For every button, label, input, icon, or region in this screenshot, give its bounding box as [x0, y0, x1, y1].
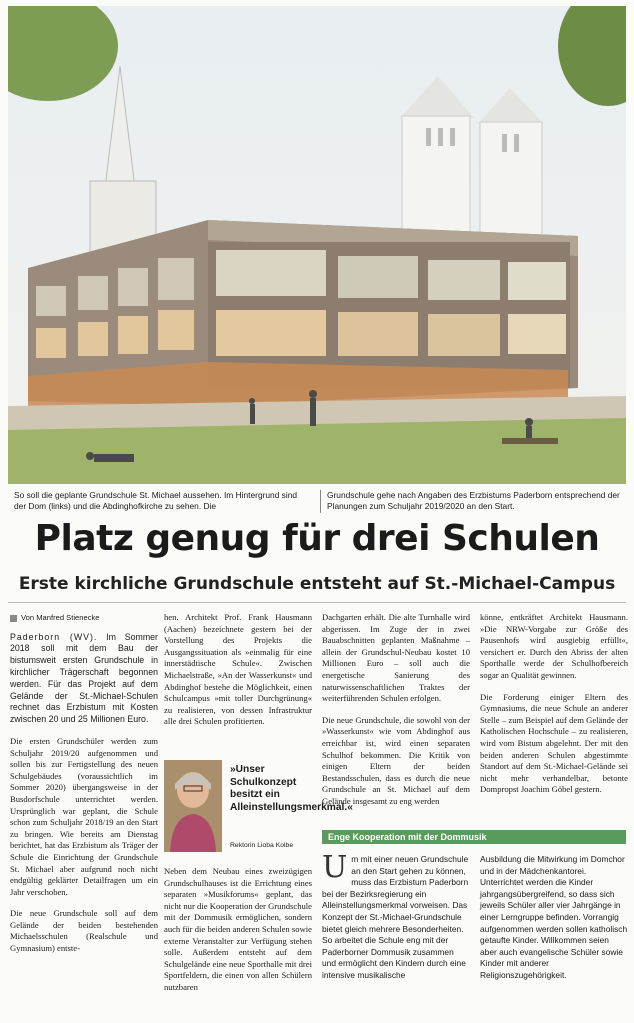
quote-text: »Unser Schulkonzept besitzt ein Alleinstellungsmerkmal.« — [230, 764, 353, 813]
lead-text: Im Sommer 2018 soll mit dem Bau der bistumsweit ersten Grundschule in kirchlicher Trägerschaft begonnen werden. Für das Projekt auf dem Gelände der St.-Michael-Schulen rechnet das Erzbistum mit Kosten zwischen 20 und 25 Millionen Euro. — [10, 631, 158, 725]
article-photo — [8, 6, 626, 484]
paragraph: könne, entkräftet Architekt Hausmann. »Die NRW-Vorgabe zur Größe des Pausenhofs wird ausgiebig erfüllt«, versichert er. Durch den Abriss der alten Sporthalle werde der Schulhofbereich sogar an Qualität gewinnen. — [480, 612, 628, 680]
lead-paragraph — [10, 632, 158, 726]
portrait-photo — [164, 760, 222, 852]
paragraph: Neben dem Neubau eines zweizügigen Grundschulhauses ist die Errichtung eines separaten »Musikforums« geplant, das nicht nur die Kooperation der Grundschule mit der Dommusik ermöglichen, sondern auch für die beiden anderen Schulen sowie externe Veranstalter zur Verfügung stehen solle. Außerdem entsteht auf dem Schulgelände eine neue Sporthalle mit drei Sportfeldern, die einen von allen Schülern nutzbaren — [164, 866, 312, 992]
paragraph: hen. Architekt Prof. Frank Hausmann (Aachen) bezeichnete gestern bei der Vorstellung des Projekts die Ausgangssituation als »einmalig für eine innerstädtische Schule«. Zwischen Michaelstraße, »An der Wasserkunst« und Abdinghof bestehe die Möglichkeit, einen Schulcampus »mit toller Durchgrünung« zu realisieren, von dessen Infrastruktur alle drei Schulen profitierten. — [164, 612, 312, 727]
paragraph: Die Forderung einiger Eltern des Gymnasiums, die neue Schule an anderer Stelle – zum Beispiel auf dem Gelände der Katholischen Hochschule – zu realisieren, wird vom Bistum abgelehnt. Der mit den beiden anderen Schulen abgestimmte Standort auf dem St.-Michael-Gelände sei nicht mehr verhandelbar, betonte Dompropst Joachim Göbel gestern. — [480, 691, 628, 795]
column-2 — [164, 612, 312, 738]
paragraph: Dachgarten erhält. Die alte Turnhalle wird abgerissen. Im Zuge der in zwei Bauabschnitten geplanten Maßnahme – allein der Grundschul-Neubau kostet 10 Millionen Euro – soll auch die energetische Sanierung des naturwissenschaftlichen Traktes der weiterführenden Schulen erfolgen. — [322, 612, 470, 704]
quote-author: Rektorin Lioba Kolbe — [230, 842, 294, 849]
byline-square-icon — [10, 615, 17, 622]
info-box-title: Enge Kooperation mit der Dommusik — [322, 830, 626, 844]
paragraph: Die ersten Grundschüler werden zum Schuljahr 2019/20 aufgenommen und sollen bis zur Fertigstellung des neuen Schulgebäudes (voraussichtlich im Sommer 2020) übergangsweise in der Busdorfschule unterrichtet werden. Ursprünglich war geplant, die Schule schon zum Schuljahr 2018/19 an den Start zu bringen. Wie bereits am Dienstag berichtet, hat das Erzbistum als Träger der Schule die Einrichtung der Grundschule St. Michael aber aufgrund noch nicht endgültig geklärter Detailfragen um ein Jahr verschoben. — [10, 735, 158, 897]
divider — [8, 602, 626, 603]
byline — [10, 612, 158, 624]
column-4 — [480, 612, 628, 806]
byline-text: Von Manfred Stienecke — [21, 613, 100, 622]
column-2-continued — [164, 866, 312, 1004]
info-box-column-1 — [322, 850, 470, 982]
school-building — [28, 220, 578, 412]
building-rendering — [8, 6, 626, 484]
drop-cap: U — [322, 850, 348, 885]
subheadline: Erste kirchliche Grundschule entsteht auf St.-Michael-Campus — [18, 574, 616, 594]
paragraph: Die neue Grundschule, die sowohl von der »Wasserkunst« wie vom Abdinghof aus erreichbar ist, wird einen separaten Schulhof bekommen. Die Kritik von einigen Eltern der beiden Bestandsschulen, dass es durch die neue Grundschule an St. Michael auf dem Gelände insgesamt zu eng werden — [322, 714, 470, 806]
info-box-column-2: Ausbildung die Mitwirkung im Domchor und in der Mädchenkantorei. Unterrichtet werden die Kinder jahrgangsübergreifend, so dass sich jeweils Schüler aller vier Jahrgänge in einer Lerngruppe befinden. Vorrangig aufgenommen werden sollen katholisch getaufte Kinder. Willkommen seien aber auch evangelische Schüler sowie Kinder mit anderer Religionszugehörigkeit. — [480, 854, 628, 980]
column-1 — [10, 612, 158, 965]
dateline: Paderborn (WV). — [10, 631, 98, 642]
caption-right: Grundschule gehe nach Angaben des Erzbistums Paderborn entsprechend der Planungen zum Schuljahr 2019/2020 an den Start. — [320, 490, 627, 513]
column-3 — [322, 612, 470, 818]
info-box-text: m mit einer neuen Grundschule an den Start gehen zu können, muss das Erzbistum Paderborn bei der Bezirksregierung ein Alleinstellungsmerkmal vorweisen. Das Konzept der St.-Michael-Grundschule bietet gleich mehrere Besonderheiten. So arbeitet die Schule eng mit der Paderborner Dommusik zusammen und ermöglicht den Kindern durch eine intensive musikalische — [322, 854, 469, 980]
pull-quote — [164, 760, 353, 860]
headline: Platz genug für drei Schulen — [34, 518, 600, 559]
paragraph: Die neue Grundschule soll auf dem Gelände der beiden bestehenden Michaelsschulen (Realschule und Gymnasium) entste- — [10, 908, 158, 954]
caption-left: So soll die geplante Grundschule St. Michael aussehen. Im Hintergrund sind der Dom (links) und die Abdinghofkirche zu sehen. Die — [14, 490, 298, 512]
bench — [502, 438, 558, 444]
